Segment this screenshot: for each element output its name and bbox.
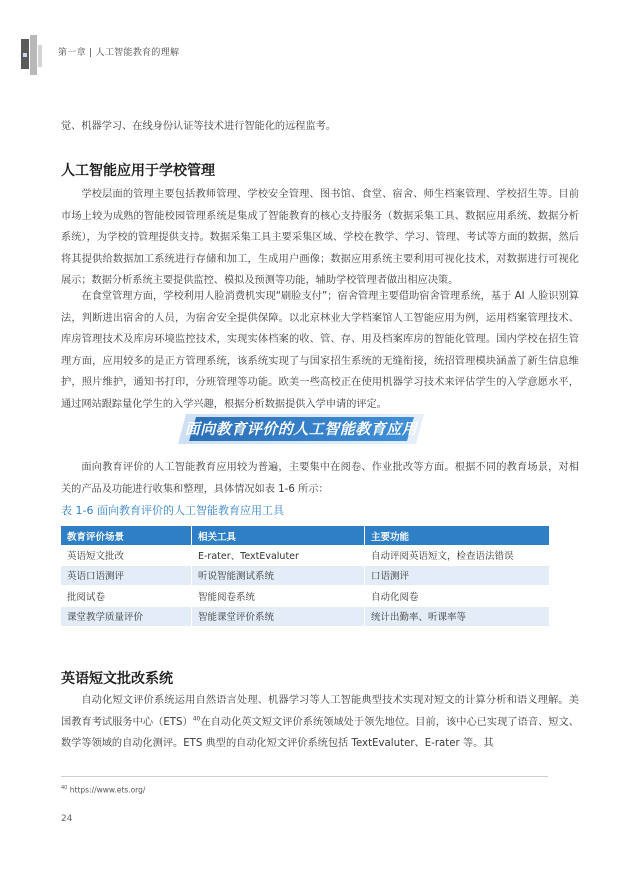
footnote-divider xyxy=(61,776,548,777)
table-cell: 听说智能测试系统 xyxy=(192,565,365,586)
table-header-cell: 主要功能 xyxy=(365,526,550,545)
table-cell: 课堂教学质量评价 xyxy=(61,606,192,627)
table-cell: 统计出勤率、听课率等 xyxy=(365,606,550,627)
table-cell: E-rater、TextEvaluter xyxy=(192,545,365,565)
evaluation-paragraph: 面向教育评价的人工智能教育应用较为普遍，主要集中在阅卷、作业批改等方面。根据不同的教育场景，对相关的产品及功能进行收集和整理，具体情况如表 1-6 所示： xyxy=(61,462,579,495)
evaluation-tools-table xyxy=(61,526,549,627)
table-cell: 自动评阅英语短文，检查语法错误 xyxy=(365,545,550,565)
table-cell: 批阅试卷 xyxy=(61,586,192,607)
table-row xyxy=(61,606,549,627)
table-cell: 英语口语测评 xyxy=(61,565,192,586)
table-row xyxy=(61,586,549,607)
table-row xyxy=(61,565,549,586)
table-cell: 口语测评 xyxy=(365,565,550,586)
footnote-number: 40 xyxy=(61,785,68,791)
banner-title: 面向教育评价的人工智能教育应用 xyxy=(184,420,418,438)
table-cell: 英语短文批改 xyxy=(61,545,192,565)
table-caption: 表 1-6 面向教育评价的人工智能教育应用工具 xyxy=(61,504,284,517)
school-management-paragraph-2: 在食堂管理方面，学校利用人脸消费机实现“刷脸支付”；宿舍管理主要借助宿舍管理系统，基于 AI 人脸识别算法，判断进出宿舍的人员，为宿舍安全提供保障。以北京林业大学档案馆人工智能应用为例，运用档案管理技术、库房管理技术及库房环境监控技术，实现实体档案的收、管、存、用及档案库房的智能化管理。国内学校在招生管理方面，应用较多的是正方管理系统，该系统实现了与国家招生系统的无缝衔接，统招管理模块涵盖了新生信息维护，照片维护，通知书打印，分班管理等功能。欧美一些高校正在使用机器学习技术来评估学生的入学意愿水平，通过网站跟踪量化学生的入学兴趣，根据分析数据提供入学申请的评定。 xyxy=(61,291,579,410)
essay-grading-text-a: 自动化短文评价系统运用自然语言处理、机器学习等人工智能典型技术实现对短文的计算分析和语义理解。美国教育考试服务中心（ETS） xyxy=(61,695,579,728)
table-row xyxy=(61,545,549,565)
table-cell: 智能课堂评价系统 xyxy=(192,606,365,627)
footnote-link[interactable]: https://www.ets.org/ xyxy=(69,785,146,795)
page-number: 24 xyxy=(61,814,73,824)
table-header-row xyxy=(61,526,549,545)
footnote xyxy=(61,785,145,795)
table-header-cell: 教育评价场景 xyxy=(61,526,192,545)
table-cell: 智能阅卷系统 xyxy=(192,586,365,607)
chapter-tab-decoration xyxy=(21,35,43,75)
section-title-school-management: 人工智能应用于学校管理 xyxy=(61,163,215,179)
essay-grading-paragraph xyxy=(61,690,579,755)
school-management-paragraph-1: 学校层面的管理主要包括教师管理、学校安全管理、图书馆、食堂、宿舍、师生档案管理、学校招生等。目前市场上较为成熟的智能校园管理系统是集成了智能教育的核心支持服务（数据采集工具、数据应用系统、数据分析系统），为学校的管理提供支持。数据采集工具主要采集区域、学校在教学、学习、管理、考试等方面的数据，然后将其提供给数据加工系统进行存储和加工，生成用户画像；数据应用系统主要利用可视化技术，对数据进行可视化展示；数据分析系统主要提供监控、模拟及预测等功能，辅助学校管理者做出相应决策。 xyxy=(61,189,579,286)
section-banner xyxy=(178,414,424,444)
table-cell: 自动化阅卷 xyxy=(365,586,550,607)
table-header-cell: 相关工具 xyxy=(192,526,365,545)
essay-grading-text-b: 在自动化英文短文评价系统领域处于领先地位。目前，该中心已实现了语音、短文、数学等领域的自动化测评。ETS 典型的自动化短文评价系统包括 TextEvaluter、E-rater 等。其 xyxy=(61,716,579,749)
section-title-essay-grading: 英语短文批改系统 xyxy=(61,671,173,687)
running-header: 第一章 | 人工智能教育的理解 xyxy=(58,48,180,58)
intro-line: 觉、机器学习、在线身份认证等技术进行智能化的远程监考。 xyxy=(61,121,337,132)
footnote-reference[interactable]: 40 xyxy=(192,715,201,723)
